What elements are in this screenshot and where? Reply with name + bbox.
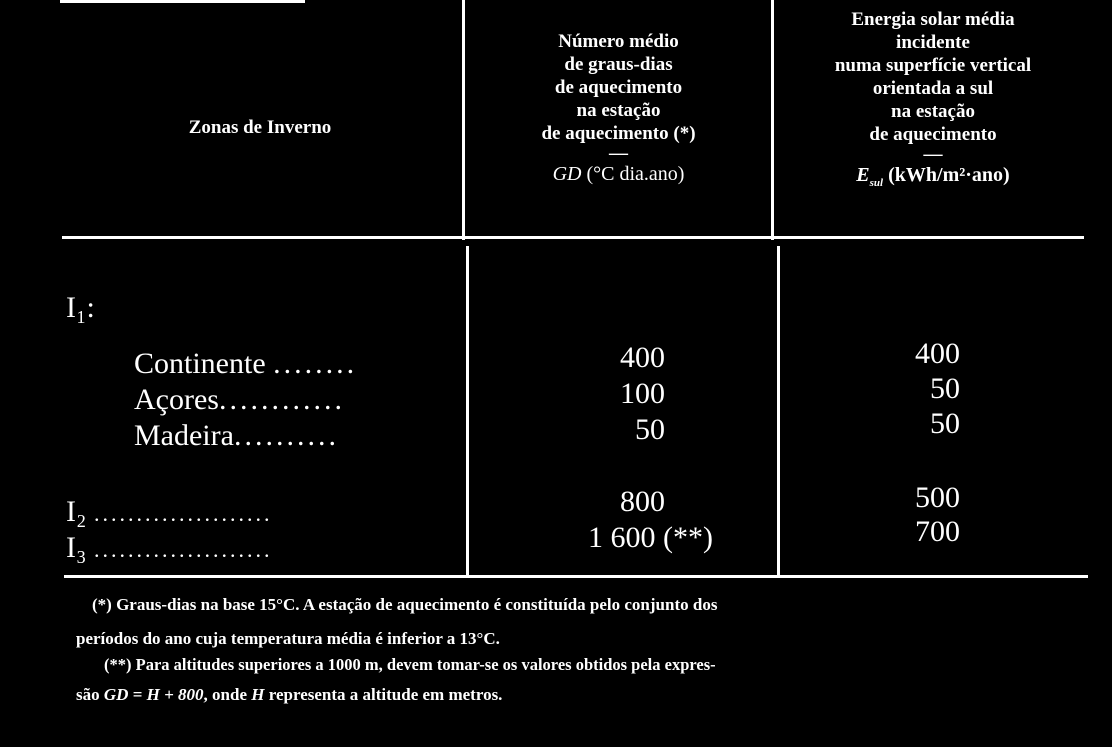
row-i3-label — [66, 530, 456, 568]
col2-header-unit — [466, 163, 771, 186]
col3-header-line: Energia solar média — [851, 9, 1015, 30]
col2-header-line: na estação — [576, 100, 661, 121]
esul-i2: 500 — [915, 481, 960, 514]
col3-header-line: numa superfície vertical — [834, 55, 1032, 76]
gd-madeira: 50 — [635, 413, 665, 446]
gd-acores: 100 — [620, 377, 665, 410]
header-rule — [62, 236, 1084, 239]
row-label-text: Madeira — [134, 419, 234, 452]
col3-header-line: na estação — [891, 101, 975, 122]
col3-header — [774, 8, 1092, 195]
col2-header-dash: — — [609, 143, 628, 164]
footnote-text: , onde — [203, 685, 252, 704]
leader-dots: ............ — [218, 383, 345, 416]
col3-header-dash: — — [923, 144, 943, 165]
bottom-rule — [64, 575, 1088, 578]
formula: GD = H + 800 — [103, 685, 204, 704]
row-label-text: I₂ — [66, 495, 87, 528]
col2-header-line: de aquecimento (*) — [541, 123, 696, 144]
esul-continente: 400 — [915, 337, 960, 370]
footnote-text: representa a altitude em metros. — [264, 685, 503, 704]
row-label-text: Açores — [134, 383, 219, 416]
gd-unit: (°C dia.ano) — [581, 163, 685, 185]
esul-unit: (kWh/m²·ano) — [883, 164, 1010, 186]
col3-header-line: incidente — [896, 32, 970, 53]
footnote-1-line-1: (*) Graus-dias na base 15°C. A estação de aquecimento é constituída pelo conjunto dos — [92, 595, 718, 614]
esul-subscript: sul — [869, 177, 884, 189]
zone-i1-label: I₁: — [66, 291, 95, 324]
row-acores-label — [134, 382, 454, 418]
col2-header — [466, 30, 771, 186]
leader-dots: ..................... — [93, 537, 273, 562]
row-continente-label — [134, 346, 454, 382]
gd-i2: 800 — [620, 485, 665, 518]
column-divider-2-lower — [777, 246, 780, 576]
col3-header-line: de aquecimento — [869, 124, 997, 145]
column-divider-1 — [462, 0, 465, 240]
col3-header-unit — [774, 164, 1092, 195]
col3-header-line: orientada a sul — [872, 78, 994, 99]
gd-symbol: GD — [552, 163, 582, 185]
leader-dots: .......... — [233, 419, 339, 452]
col2-header-line: Número médio — [558, 31, 679, 52]
row-label-text: Continente — [134, 347, 266, 380]
leader-dots: ..................... — [93, 501, 273, 526]
footnote-text: são — [76, 685, 104, 704]
esul-symbol: E — [856, 164, 870, 186]
variable-h: H — [251, 685, 265, 704]
footnote-1-line-2: períodos do ano cuja temperatura média é inferior a 13°C. — [76, 629, 500, 648]
row-label-text: I₃ — [66, 531, 87, 564]
esul-acores: 50 — [930, 372, 960, 405]
esul-madeira: 50 — [930, 407, 960, 440]
col2-header-line: de graus-dias — [564, 54, 673, 75]
row-madeira-label — [134, 418, 454, 454]
top-rule — [60, 0, 305, 3]
gd-continente: 400 — [620, 341, 665, 374]
gd-i3: 1 600 (**) — [588, 521, 713, 554]
footnote-2-line-1: (**) Para altitudes superiores a 1000 m, devem tomar-se os valores obtidos pela expres- — [104, 655, 716, 674]
row-i2-label — [66, 494, 456, 532]
column-divider-1-lower — [466, 246, 469, 576]
esul-i3: 700 — [915, 515, 960, 548]
leader-dots: ........ — [273, 347, 358, 380]
col1-header: Zonas de Inverno — [188, 117, 332, 138]
col2-header-line: de aquecimento — [554, 77, 683, 98]
footnote-2-line-2 — [76, 684, 502, 706]
